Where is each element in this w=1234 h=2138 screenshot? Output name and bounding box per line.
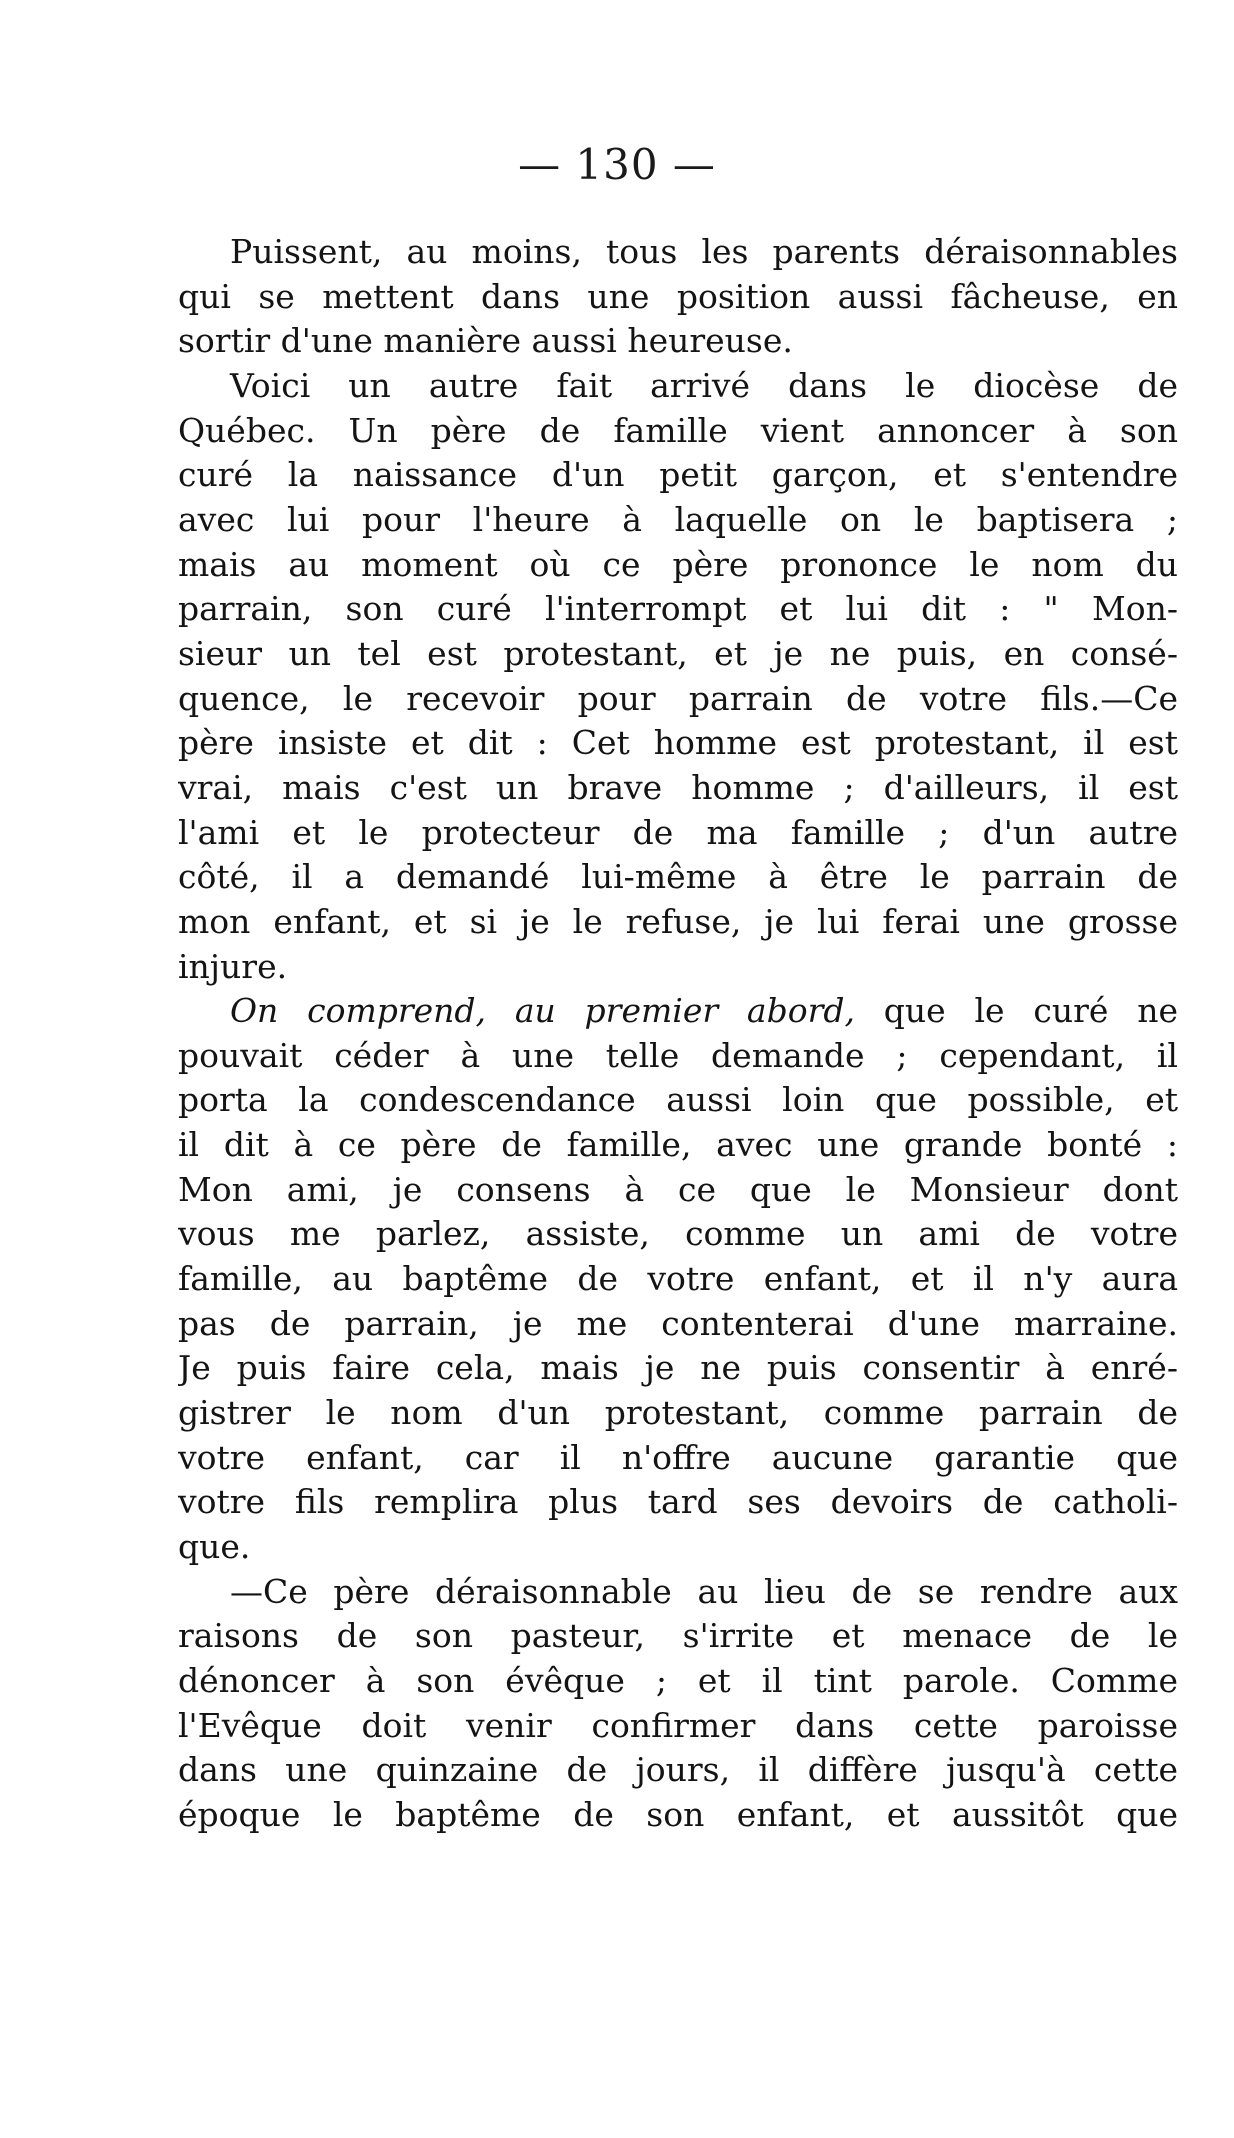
text-line: sieur un tel est protestant, et je ne puis, en consé- [178,633,1178,673]
text-line: votre fils remplira plus tard ses devoirs de catholi- [178,1482,1178,1522]
text-line: parrain, son curé l'interrompt et lui dit : " Mon- [178,589,1178,629]
text-line: —Ce père déraisonnable au lieu de se rendre aux [230,1571,1178,1611]
text-line: Je puis faire cela, mais je ne puis consentir à enré- [178,1348,1178,1388]
text-line: curé la naissance d'un petit garçon, et s'entendre [178,455,1178,495]
line-rest: que le curé ne [855,991,1178,1031]
text-line: vrai, mais c'est un brave homme ; d'ailleurs, il est [178,767,1178,807]
text-line: votre enfant, car il n'offre aucune garantie que [178,1437,1178,1477]
text-line: père insiste et dit : Cet homme est protestant, il est [178,723,1178,763]
text-line: Puissent, au moins, tous les parents déraisonnables [230,232,1178,271]
text-line: injure. [178,946,288,986]
text-line: que. [178,1527,251,1567]
text-line: pas de parrain, je me contenterai d'une marraine. [178,1303,1178,1343]
text-line: époque le baptême de son enfant, et aussitôt que [178,1794,1178,1834]
page-number: — 130 — [518,140,716,189]
body-text [178,230,1178,1838]
text-line: vous me parlez, assiste, comme un ami de votre [178,1214,1178,1254]
text-line: dénoncer à son évêque ; et il tint parole. Comme [178,1661,1178,1700]
text-line: il dit à ce père de famille, avec une grande bonté : [178,1125,1178,1165]
text-line: porta la condescendance aussi loin que possible, et [178,1080,1178,1120]
text-line: l'ami et le protecteur de ma famille ; d'un autre [178,812,1178,852]
text-line: qui se mettent dans une position aussi fâcheuse, en [178,276,1178,316]
text-line: Québec. Un père de famille vient annoncer à son [178,410,1178,450]
text-line: famille, au baptême de votre enfant, et il n'y aura [178,1259,1178,1299]
text-line: Mon ami, je consens à ce que le Monsieur dont [178,1169,1178,1209]
text-line: mais au moment où ce père prononce le nom du [178,544,1178,584]
text-line: pouvait céder à une telle demande ; cependant, il [178,1035,1178,1075]
text-line: gistrer le nom d'un protestant, comme parrain de [178,1393,1178,1433]
text-line: l'Evêque doit venir confirmer dans cette paroisse [178,1705,1178,1745]
text-line: dans une quinzaine de jours, il diffère jusqu'à cette [178,1750,1178,1790]
text-line: avec lui pour l'heure à laquelle on le baptisera ; [178,499,1178,539]
italic-phrase: On comprend, au premier abord, [230,991,855,1031]
text-line [178,989,1178,1034]
text-line: sortir d'une manière aussi heureuse. [178,321,793,361]
text-line: raisons de son pasteur, s'irrite et menace de le [178,1616,1178,1656]
text-line: quence, le recevoir pour parrain de votre fils.—Ce [178,678,1178,718]
text-line: côté, il a demandé lui-même à être le parrain de [178,857,1178,897]
text-line: mon enfant, et si je le refuse, je lui ferai une grosse [178,901,1178,941]
text-line: Voici un autre fait arrivé dans le diocèse de [230,365,1178,405]
